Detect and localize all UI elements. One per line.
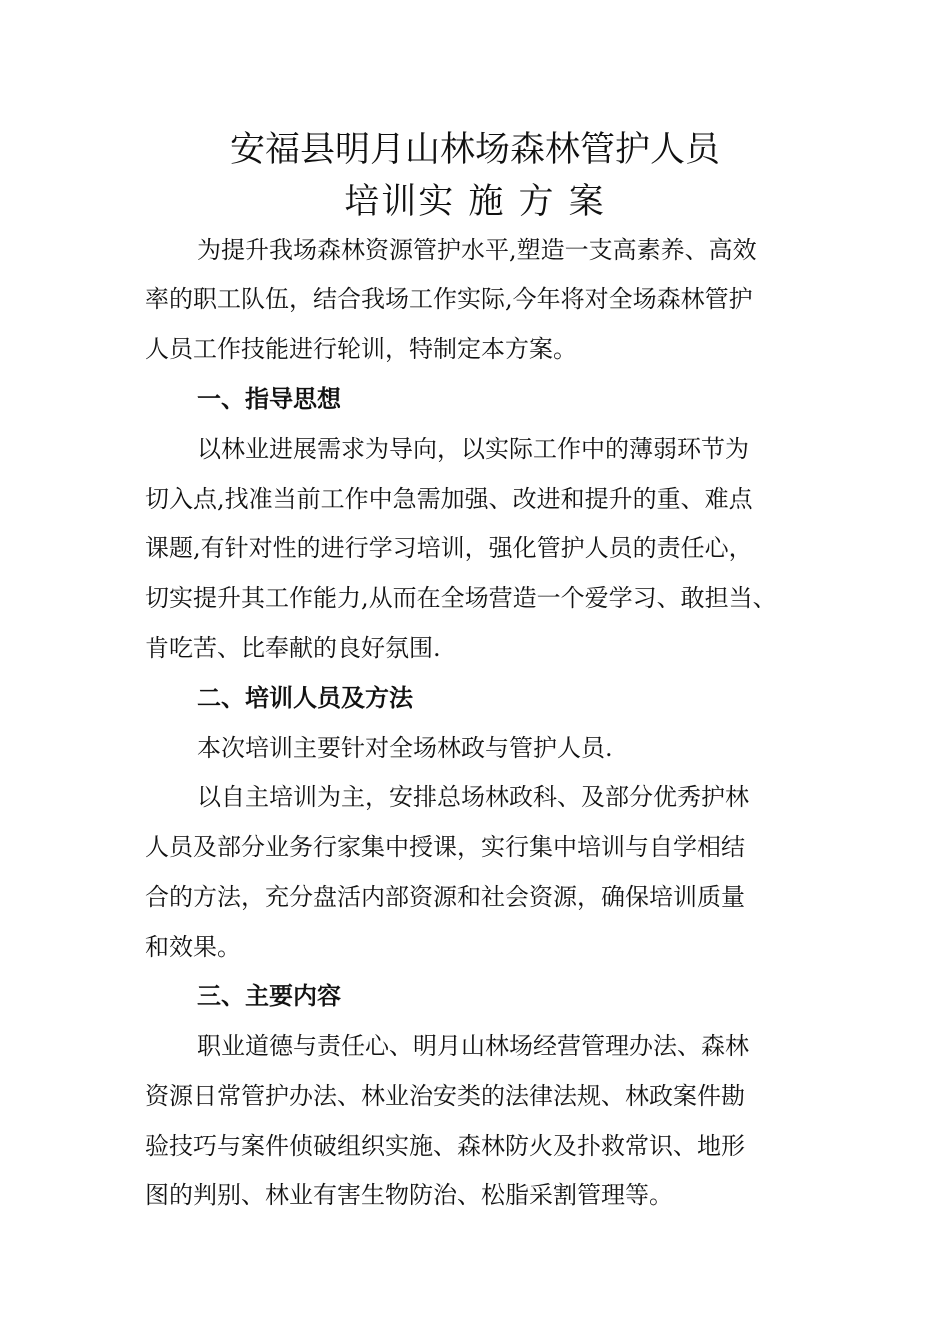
section1-line: 课题,有针对性的进行学习培训，强化管护人员的责任心， bbox=[145, 534, 753, 562]
section2-line: 以自主培训为主，安排总场林政科、及部分优秀护林 bbox=[197, 783, 749, 811]
section2-line: 本次培训主要针对全场林政与管护人员. bbox=[197, 734, 613, 762]
section3-line: 职业道德与责任心、明月山林场经营管理办法、森林 bbox=[197, 1032, 749, 1060]
section1-line: 以林业进展需求为导向，以实际工作中的薄弱环节为 bbox=[197, 435, 749, 463]
intro-line: 为提升我场森林资源管护水平,塑造一支高素养、高效 bbox=[197, 236, 757, 264]
section-heading-main-content: 三、主要内容 bbox=[197, 982, 341, 1010]
section3-line: 图的判别、林业有害生物防治、松脂采割管理等。 bbox=[145, 1181, 673, 1209]
section1-line: 肯吃苦、比奉献的良好氛围. bbox=[145, 634, 441, 662]
intro-line: 率的职工队伍，结合我场工作实际,今年将对全场森林管护 bbox=[145, 285, 753, 313]
document-title-line2: 培训实 施 方 案 bbox=[344, 182, 606, 222]
section1-line: 切入点,找准当前工作中急需加强、改进和提升的重、难点 bbox=[145, 485, 753, 513]
intro-line: 人员工作技能进行轮训，特制定本方案。 bbox=[145, 335, 577, 363]
section2-line: 人员及部分业务行家集中授课，实行集中培训与自学相结 bbox=[145, 833, 745, 861]
section-heading-guiding-ideology: 一、指导思想 bbox=[197, 385, 341, 413]
section1-line: 切实提升其工作能力,从而在全场营造一个爱学习、敢担当、 bbox=[145, 584, 777, 612]
section3-line: 验技巧与案件侦破组织实施、森林防火及扑救常识、地形 bbox=[145, 1132, 745, 1160]
section3-line: 资源日常管护办法、林业治安类的法律法规、林政案件勘 bbox=[145, 1082, 745, 1110]
document-title-line1: 安福县明月山林场森林管护人员 bbox=[229, 130, 720, 170]
section2-line: 和效果。 bbox=[145, 933, 241, 961]
section-heading-trainees-and-methods: 二、培训人员及方法 bbox=[197, 684, 413, 712]
section2-line: 合的方法，充分盘活内部资源和社会资源，确保培训质量 bbox=[145, 883, 745, 911]
